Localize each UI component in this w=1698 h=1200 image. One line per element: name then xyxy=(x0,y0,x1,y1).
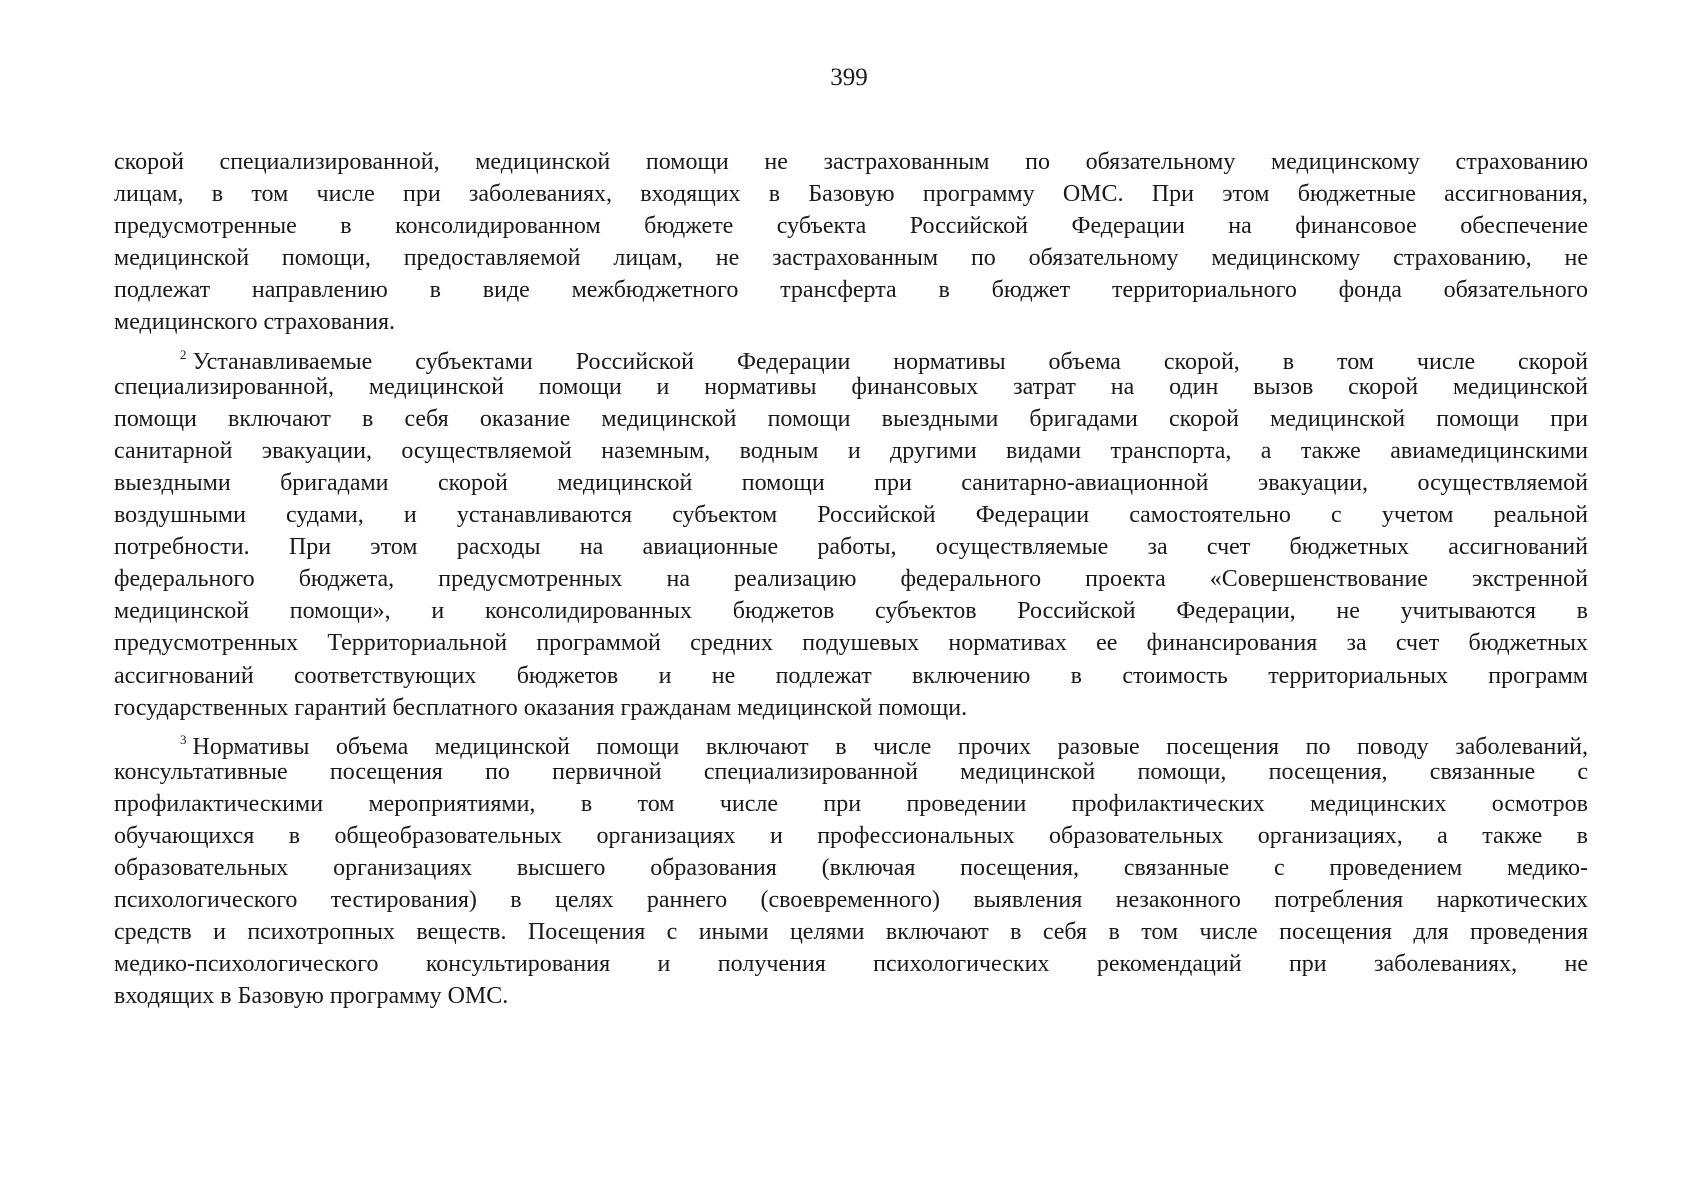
line-text: Нормативы объема медицинской помощи включают в числе прочих разовые посещения по поводу заболеваний, xyxy=(192,733,1588,760)
footnote-marker: 2 xyxy=(180,346,187,362)
line-text: воздушными судами, и устанавливаются субъектом Российской Федерации самостоятельно с учетом реальной xyxy=(114,502,1588,529)
text-line xyxy=(114,724,1588,760)
text-line xyxy=(114,339,1588,375)
line-text: образовательных организациях высшего образования (включая посещения, связанные с проведением медико- xyxy=(114,855,1588,882)
line-text: медицинской помощи», и консолидированных бюджетов субъектов Российской Федерации, не учитываются в xyxy=(114,598,1588,625)
text-line xyxy=(114,531,1588,563)
text-line xyxy=(114,178,1588,210)
line-text: санитарной эвакуации, осуществляемой наземным, водным и другими видами транспорта, а также авиамедицинскими xyxy=(114,437,1588,464)
text-line xyxy=(114,692,1588,724)
line-text: профилактическими мероприятиями, в том числе при проведении профилактических медицинских осмотров xyxy=(114,790,1588,817)
text-line xyxy=(114,852,1588,884)
text-line xyxy=(114,274,1588,306)
text-line xyxy=(114,210,1588,242)
text-line xyxy=(114,403,1588,435)
line-text: выездными бригадами скорой медицинской помощи при санитарно-авиационной эвакуации, осуществляемой xyxy=(114,469,1588,496)
line-text: специализированной, медицинской помощи и нормативы финансовых затрат на один вызов скорой медицинской xyxy=(114,373,1588,400)
text-line xyxy=(114,371,1588,403)
footnote-marker: 3 xyxy=(180,731,187,747)
line-text: обучающихся в общеобразовательных организациях и профессиональных образовательных организациях, а также в xyxy=(114,822,1588,849)
text-line xyxy=(114,563,1588,595)
line-text: консультативные посещения по первичной специализированной медицинской помощи, посещения, связанные с xyxy=(114,758,1588,785)
text-line xyxy=(114,306,1588,338)
text-line xyxy=(114,242,1588,274)
text-line xyxy=(114,627,1588,659)
text-line xyxy=(114,146,1588,178)
paragraph xyxy=(114,339,1588,724)
line-text: ассигнований соответствующих бюджетов и не подлежат включению в стоимость территориальных программ xyxy=(114,662,1588,689)
line-text: подлежат направлению в виде межбюджетного трансферта в бюджет территориального фонда обязательного xyxy=(114,277,1588,304)
line-text: предусмотренных Территориальной программой средних подушевых нормативах ее финансирования за счет бюджетных xyxy=(114,630,1588,657)
line-text: психологического тестирования) в целях раннего (своевременного) выявления незаконного потребления наркотических xyxy=(114,887,1588,914)
text-line xyxy=(114,980,1588,1012)
line-text: потребности. При этом расходы на авиационные работы, осуществляемые за счет бюджетных ассигнований xyxy=(114,534,1588,561)
line-text: скорой специализированной, медицинской помощи не застрахованным по обязательному медицинскому страхованию xyxy=(114,149,1588,175)
line-text: средств и психотропных веществ. Посещения с иными целями включают в себя в том числе посещения для проведения xyxy=(114,919,1588,946)
text-line xyxy=(114,788,1588,820)
page-number: 399 xyxy=(830,64,868,91)
line-text: Устанавливаемые субъектами Российской Федерации нормативы объема скорой, в том числе скорой xyxy=(192,348,1588,375)
text-line xyxy=(114,467,1588,499)
line-text: государственных гарантий бесплатного оказания гражданам медицинской помощи. xyxy=(114,694,968,721)
line-text: медико-психологического консультирования и получения психологических рекомендаций при заболеваниях, не xyxy=(114,951,1588,978)
text-line xyxy=(114,820,1588,852)
paragraph xyxy=(114,146,1588,339)
text-line xyxy=(114,499,1588,531)
text-line xyxy=(114,884,1588,916)
line-text: предусмотренные в консолидированном бюджете субъекта Российской Федерации на финансовое обеспечение xyxy=(114,213,1588,240)
text-line xyxy=(114,948,1588,980)
line-text: входящих в Базовую программу ОМС. xyxy=(114,983,509,1010)
line-text: медицинского страхования. xyxy=(114,309,396,336)
text-line xyxy=(114,595,1588,627)
text-line xyxy=(114,756,1588,788)
line-text: лицам, в том числе при заболеваниях, входящих в Базовую программу ОМС. При этом бюджетные ассигнования, xyxy=(114,181,1588,208)
document-body xyxy=(114,146,1588,1013)
line-text: федерального бюджета, предусмотренных на реализацию федерального проекта «Совершенствование экстренной xyxy=(114,566,1588,593)
text-line xyxy=(114,435,1588,467)
text-line xyxy=(114,916,1588,948)
line-text: медицинской помощи, предоставляемой лицам, не застрахованным по обязательному медицинскому страхованию, не xyxy=(114,245,1588,272)
line-text: помощи включают в себя оказание медицинской помощи выездными бригадами скорой медицинской помощи при xyxy=(114,405,1588,432)
paragraph xyxy=(114,724,1588,1013)
text-line xyxy=(114,660,1588,692)
